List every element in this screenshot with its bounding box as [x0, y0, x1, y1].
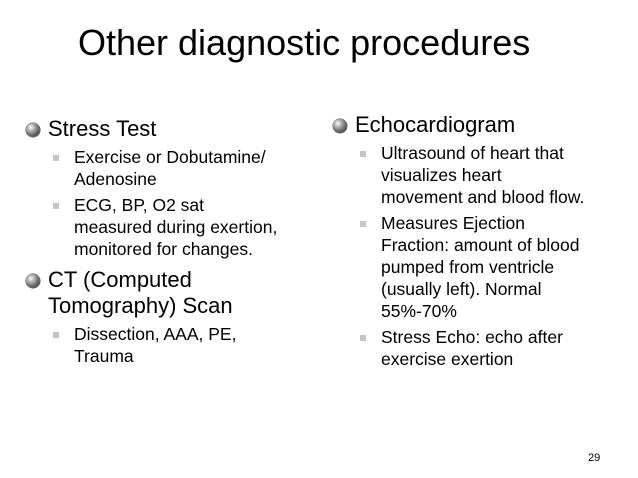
sub-bullet-line: 55%-70% [381, 301, 457, 321]
bullet-ct-scan [26, 267, 326, 319]
sub-bullet-line: Fraction: amount of blood [381, 235, 580, 255]
sub-bullet-line: pumped from ventricle [381, 257, 555, 277]
left-column [26, 116, 326, 367]
square-bullet-icon [53, 203, 59, 209]
sub-bullet [26, 194, 326, 260]
square-bullet-icon [360, 151, 366, 157]
sphere-bullet-icon [26, 123, 40, 137]
sub-bullet [26, 323, 326, 367]
square-bullet-icon [360, 335, 366, 341]
sub-bullet-line: Ultrasound of heart that [381, 143, 564, 163]
sub-bullet-line: visualizes heart [381, 165, 502, 185]
bullet-stress-test [26, 116, 326, 142]
bullet-heading: Stress Test [48, 116, 157, 141]
sub-bullet-line: Dissection, AAA, PE, [74, 324, 237, 344]
sphere-bullet-icon [26, 274, 40, 288]
sub-bullet-line: exercise exertion [381, 349, 514, 369]
sub-bullet-line: monitored for changes. [74, 239, 253, 259]
square-bullet-icon [53, 332, 59, 338]
sub-bullet-line: Measures Ejection [381, 213, 525, 233]
sub-bullet [333, 142, 633, 208]
bullet-heading: Echocardiogram [355, 112, 516, 137]
sub-bullet [333, 326, 633, 370]
bullet-heading-line: CT (Computed [48, 267, 192, 292]
bullet-heading-line: Tomography) Scan [48, 293, 233, 318]
slide-title: Other diagnostic procedures [78, 22, 531, 63]
square-bullet-icon [360, 221, 366, 227]
sub-bullet-line: Exercise or Dobutamine/ [74, 147, 266, 167]
sub-bullet [26, 146, 326, 190]
sub-bullet-line: movement and blood flow. [381, 187, 585, 207]
sub-bullet-line: Adenosine [74, 169, 157, 189]
sub-bullet-line: ECG, BP, O2 sat [74, 195, 205, 215]
right-column [333, 112, 633, 370]
sphere-bullet-icon [333, 119, 347, 133]
bullet-echocardiogram [333, 112, 633, 138]
page-number: 29 [588, 452, 601, 464]
sub-bullet-line: measured during exertion, [74, 217, 278, 237]
square-bullet-icon [53, 155, 59, 161]
sub-bullet-line: Stress Echo: echo after [381, 327, 563, 347]
sub-bullet-line: (usually left). Normal [381, 279, 542, 299]
sub-bullet [333, 212, 633, 322]
sub-bullet-line: Trauma [74, 346, 134, 366]
